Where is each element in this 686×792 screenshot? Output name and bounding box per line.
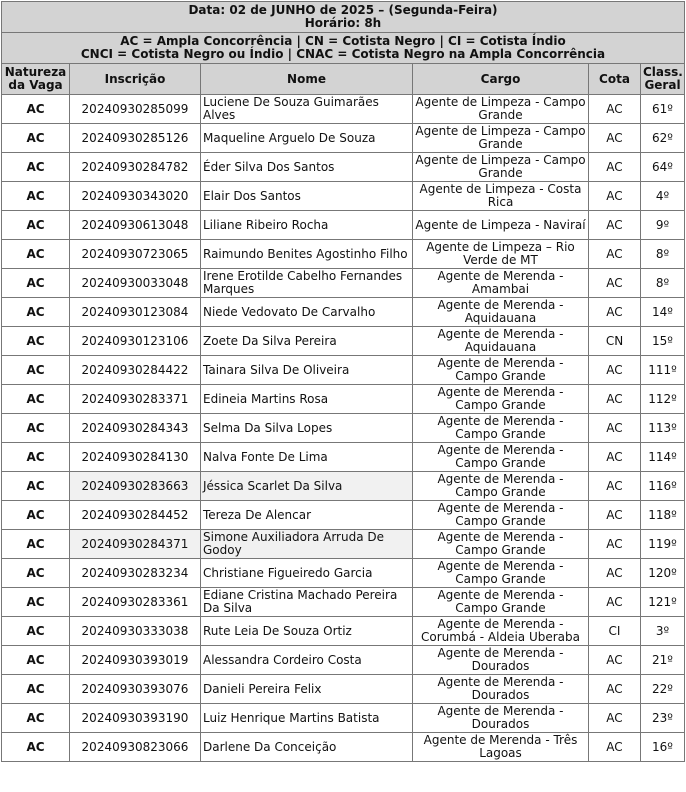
table-row: [2, 472, 685, 501]
classificacao-cell: 112º: [641, 385, 685, 414]
legend-cell: [2, 33, 685, 64]
cargo-cell: Agente de Merenda - Campo Grande: [413, 530, 589, 559]
cargo-cell: Agente de Merenda - Três Lagoas: [413, 733, 589, 762]
inscricao-cell: 20240930284343: [70, 414, 201, 443]
convocation-table: [1, 1, 685, 762]
natureza-cell: AC: [2, 385, 70, 414]
nome-cell: Maqueline Arguelo De Souza: [201, 124, 413, 153]
cargo-cell: Agente de Merenda - Campo Grande: [413, 414, 589, 443]
inscricao-cell: 20240930284452: [70, 501, 201, 530]
cargo-cell: Agente de Merenda - Campo Grande: [413, 443, 589, 472]
nome-cell: Alessandra Cordeiro Costa: [201, 646, 413, 675]
cota-cell: AC: [589, 443, 641, 472]
natureza-cell: AC: [2, 211, 70, 240]
natureza-cell: AC: [2, 95, 70, 124]
col-class-l2: Geral: [644, 78, 681, 92]
cota-cell: AC: [589, 211, 641, 240]
table-row: [2, 443, 685, 472]
legend-line-2: CNCI = Cotista Negro ou Índio | CNAC = Cotista Negro na Ampla Concorrência: [80, 47, 606, 61]
cota-cell: AC: [589, 356, 641, 385]
cota-cell: CI: [589, 617, 641, 646]
nome-cell: Jéssica Scarlet Da Silva: [201, 472, 413, 501]
col-cota: Cota: [589, 64, 641, 95]
cota-cell: AC: [589, 298, 641, 327]
inscricao-cell: 20240930033048: [70, 269, 201, 298]
inscricao-cell: 20240930823066: [70, 733, 201, 762]
table-row: [2, 240, 685, 269]
col-class-l1: Class.: [643, 65, 683, 79]
nome-cell: Luiz Henrique Martins Batista: [201, 704, 413, 733]
inscricao-cell: 20240930393076: [70, 675, 201, 704]
cota-cell: AC: [589, 124, 641, 153]
classificacao-cell: 14º: [641, 298, 685, 327]
cargo-cell: Agente de Merenda - Corumbá - Aldeia Uberaba: [413, 617, 589, 646]
classificacao-cell: 15º: [641, 327, 685, 356]
col-inscricao: Inscrição: [70, 64, 201, 95]
classificacao-cell: 16º: [641, 733, 685, 762]
table-row: [2, 675, 685, 704]
inscricao-cell: 20240930723065: [70, 240, 201, 269]
inscricao-cell: 20240930613048: [70, 211, 201, 240]
classificacao-cell: 61º: [641, 95, 685, 124]
cargo-cell: Agente de Merenda - Dourados: [413, 675, 589, 704]
table-row: [2, 530, 685, 559]
cota-cell: AC: [589, 733, 641, 762]
cota-cell: AC: [589, 675, 641, 704]
table-row: [2, 617, 685, 646]
natureza-cell: AC: [2, 501, 70, 530]
col-nome: Nome: [201, 64, 413, 95]
cota-cell: AC: [589, 240, 641, 269]
table-row: [2, 211, 685, 240]
date-band: [2, 2, 685, 33]
classificacao-cell: 4º: [641, 182, 685, 211]
classificacao-cell: 22º: [641, 675, 685, 704]
natureza-cell: AC: [2, 298, 70, 327]
natureza-cell: AC: [2, 414, 70, 443]
nome-cell: Niede Vedovato De Carvalho: [201, 298, 413, 327]
classificacao-cell: 111º: [641, 356, 685, 385]
table-row: [2, 327, 685, 356]
table-row: [2, 559, 685, 588]
cota-cell: AC: [589, 646, 641, 675]
classificacao-cell: 8º: [641, 269, 685, 298]
cota-cell: AC: [589, 530, 641, 559]
classificacao-cell: 116º: [641, 472, 685, 501]
cota-cell: AC: [589, 704, 641, 733]
col-natureza-l2: da Vaga: [8, 78, 63, 92]
cargo-cell: Agente de Limpeza - Naviraí: [413, 211, 589, 240]
col-cargo: Cargo: [413, 64, 589, 95]
cota-cell: AC: [589, 153, 641, 182]
cargo-cell: Agente de Limpeza - Campo Grande: [413, 153, 589, 182]
classificacao-cell: 114º: [641, 443, 685, 472]
table-row: [2, 269, 685, 298]
table-row: [2, 501, 685, 530]
legend-line-1: AC = Ampla Concorrência | CN = Cotista Negro | CI = Cotista Índio: [120, 34, 566, 48]
natureza-cell: AC: [2, 733, 70, 762]
nome-cell: Raimundo Benites Agostinho Filho: [201, 240, 413, 269]
nome-cell: Ediane Cristina Machado Pereira Da Silva: [201, 588, 413, 617]
inscricao-cell: 20240930393019: [70, 646, 201, 675]
cargo-cell: Agente de Merenda - Campo Grande: [413, 501, 589, 530]
natureza-cell: AC: [2, 559, 70, 588]
inscricao-cell: 20240930123084: [70, 298, 201, 327]
nome-cell: Tainara Silva De Oliveira: [201, 356, 413, 385]
natureza-cell: AC: [2, 530, 70, 559]
cota-cell: AC: [589, 269, 641, 298]
classificacao-cell: 21º: [641, 646, 685, 675]
cargo-cell: Agente de Merenda - Aquidauana: [413, 298, 589, 327]
table-row: [2, 153, 685, 182]
inscricao-cell: 20240930283361: [70, 588, 201, 617]
time-line: Horário: 8h: [304, 16, 382, 30]
classificacao-cell: 62º: [641, 124, 685, 153]
nome-cell: Elair Dos Santos: [201, 182, 413, 211]
table-row: [2, 646, 685, 675]
inscricao-cell: 20240930285126: [70, 124, 201, 153]
cota-cell: CN: [589, 327, 641, 356]
classificacao-cell: 23º: [641, 704, 685, 733]
cota-cell: AC: [589, 588, 641, 617]
classificacao-cell: 121º: [641, 588, 685, 617]
table-row: [2, 182, 685, 211]
table-row: [2, 356, 685, 385]
cota-cell: AC: [589, 414, 641, 443]
nome-cell: Tereza De Alencar: [201, 501, 413, 530]
cargo-cell: Agente de Merenda - Campo Grande: [413, 588, 589, 617]
cargo-cell: Agente de Merenda - Amambai: [413, 269, 589, 298]
cargo-cell: Agente de Limpeza - Costa Rica: [413, 182, 589, 211]
cargo-cell: Agente de Merenda - Aquidauana: [413, 327, 589, 356]
classificacao-cell: 119º: [641, 530, 685, 559]
table-row: [2, 124, 685, 153]
cargo-cell: Agente de Limpeza – Rio Verde de MT: [413, 240, 589, 269]
table-row: [2, 733, 685, 762]
table-row: [2, 385, 685, 414]
cota-cell: AC: [589, 182, 641, 211]
nome-cell: Éder Silva Dos Santos: [201, 153, 413, 182]
cargo-cell: Agente de Merenda - Campo Grande: [413, 356, 589, 385]
inscricao-cell: 20240930285099: [70, 95, 201, 124]
date-cell: [2, 2, 685, 33]
inscricao-cell: 20240930123106: [70, 327, 201, 356]
natureza-cell: AC: [2, 356, 70, 385]
col-natureza-l1: Natureza: [4, 65, 67, 79]
cargo-cell: Agente de Limpeza - Campo Grande: [413, 95, 589, 124]
natureza-cell: AC: [2, 327, 70, 356]
classificacao-cell: 120º: [641, 559, 685, 588]
nome-cell: Nalva Fonte De Lima: [201, 443, 413, 472]
table-row: [2, 298, 685, 327]
natureza-cell: AC: [2, 182, 70, 211]
nome-cell: Rute Leia De Souza Ortiz: [201, 617, 413, 646]
nome-cell: Darlene Da Conceição: [201, 733, 413, 762]
table-row: [2, 588, 685, 617]
inscricao-cell: 20240930284130: [70, 443, 201, 472]
inscricao-cell: 20240930393190: [70, 704, 201, 733]
natureza-cell: AC: [2, 646, 70, 675]
classificacao-cell: 118º: [641, 501, 685, 530]
column-header-row: [2, 64, 685, 95]
nome-cell: Selma Da Silva Lopes: [201, 414, 413, 443]
cargo-cell: Agente de Merenda - Campo Grande: [413, 385, 589, 414]
cargo-cell: Agente de Limpeza - Campo Grande: [413, 124, 589, 153]
cargo-cell: Agente de Merenda - Campo Grande: [413, 472, 589, 501]
natureza-cell: AC: [2, 588, 70, 617]
inscricao-cell: 20240930283371: [70, 385, 201, 414]
classificacao-cell: 64º: [641, 153, 685, 182]
nome-cell: Edineia Martins Rosa: [201, 385, 413, 414]
inscricao-cell: 20240930283663: [70, 472, 201, 501]
nome-cell: Christiane Figueiredo Garcia: [201, 559, 413, 588]
table-row: [2, 95, 685, 124]
cota-cell: AC: [589, 501, 641, 530]
natureza-cell: AC: [2, 675, 70, 704]
inscricao-cell: 20240930284371: [70, 530, 201, 559]
natureza-cell: AC: [2, 240, 70, 269]
nome-cell: Danieli Pereira Felix: [201, 675, 413, 704]
inscricao-cell: 20240930283234: [70, 559, 201, 588]
nome-cell: Simone Auxiliadora Arruda De Godoy: [201, 530, 413, 559]
nome-cell: Luciene De Souza Guimarães Alves: [201, 95, 413, 124]
legend-band: [2, 33, 685, 64]
cota-cell: AC: [589, 95, 641, 124]
natureza-cell: AC: [2, 124, 70, 153]
col-natureza: [2, 64, 70, 95]
nome-cell: Liliane Ribeiro Rocha: [201, 211, 413, 240]
natureza-cell: AC: [2, 443, 70, 472]
table-row: [2, 704, 685, 733]
cargo-cell: Agente de Merenda - Campo Grande: [413, 559, 589, 588]
classificacao-cell: 113º: [641, 414, 685, 443]
natureza-cell: AC: [2, 153, 70, 182]
classificacao-cell: 3º: [641, 617, 685, 646]
table-body: [2, 95, 685, 762]
inscricao-cell: 20240930284422: [70, 356, 201, 385]
natureza-cell: AC: [2, 617, 70, 646]
inscricao-cell: 20240930284782: [70, 153, 201, 182]
natureza-cell: AC: [2, 269, 70, 298]
date-line: Data: 02 de JUNHO de 2025 – (Segunda-Feira): [188, 3, 498, 17]
cota-cell: AC: [589, 472, 641, 501]
natureza-cell: AC: [2, 704, 70, 733]
cargo-cell: Agente de Merenda - Dourados: [413, 646, 589, 675]
cargo-cell: Agente de Merenda - Dourados: [413, 704, 589, 733]
classificacao-cell: 9º: [641, 211, 685, 240]
classificacao-cell: 8º: [641, 240, 685, 269]
cota-cell: AC: [589, 559, 641, 588]
nome-cell: Irene Erotilde Cabelho Fernandes Marques: [201, 269, 413, 298]
col-classificacao: [641, 64, 685, 95]
inscricao-cell: 20240930333038: [70, 617, 201, 646]
table-row: [2, 414, 685, 443]
natureza-cell: AC: [2, 472, 70, 501]
nome-cell: Zoete Da Silva Pereira: [201, 327, 413, 356]
cota-cell: AC: [589, 385, 641, 414]
inscricao-cell: 20240930343020: [70, 182, 201, 211]
